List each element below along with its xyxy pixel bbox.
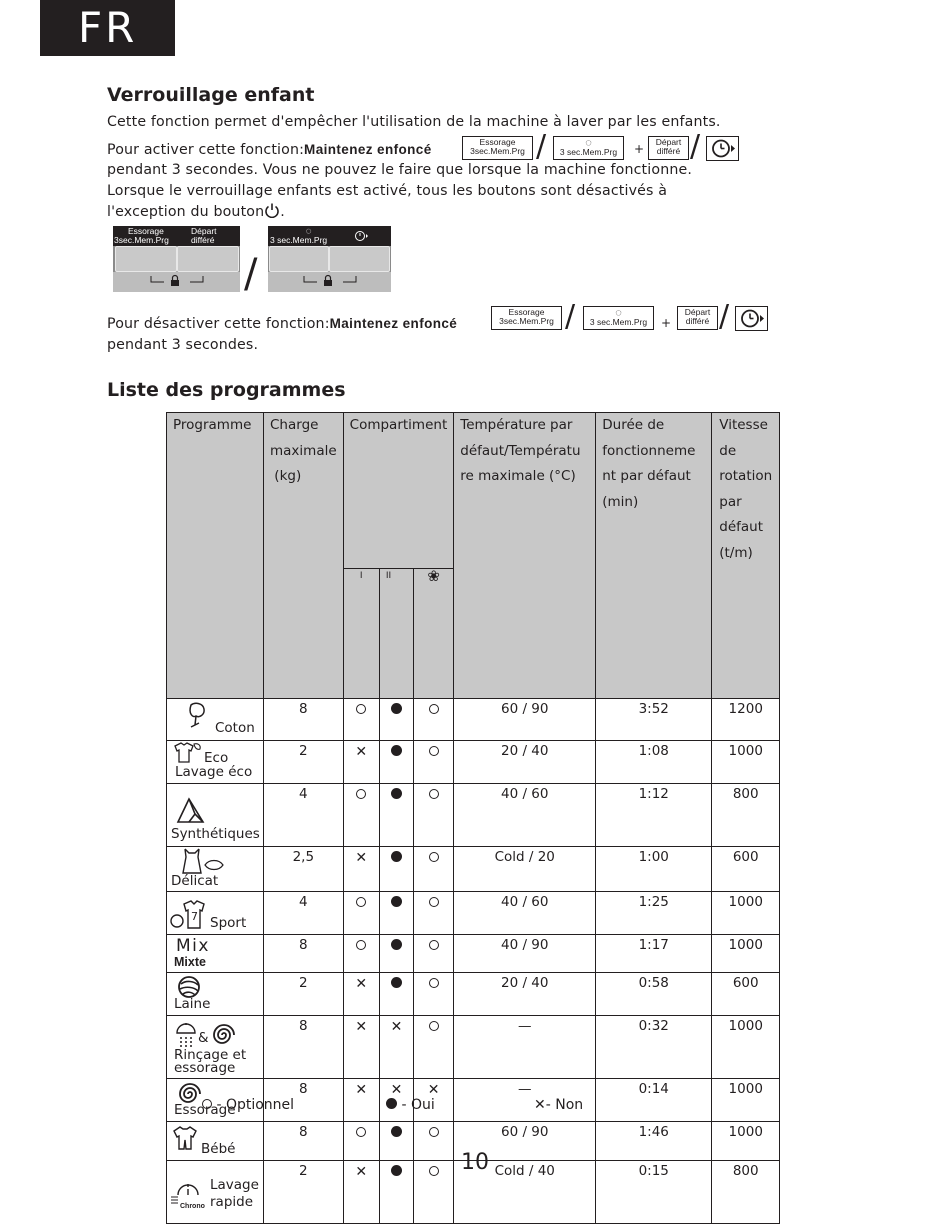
program-name-cell: Chrono Lavage rapide [167, 1161, 264, 1224]
plus-sign: + [634, 142, 645, 156]
activate-line-4: l'exception du bouton . [107, 204, 285, 220]
mix-icon-label: Mix [176, 936, 210, 956]
charge-cell: 4 [264, 892, 344, 935]
program-name-cell: Bébé [167, 1122, 264, 1161]
lock-icon [113, 272, 240, 292]
power-timer-key [706, 136, 739, 161]
yes-symbol [391, 851, 402, 862]
charge-cell: 8 [264, 1079, 344, 1122]
compartment-softener-cell [414, 699, 454, 741]
charge-cell: 8 [264, 699, 344, 741]
temperature-cell: — [454, 1016, 596, 1079]
compartment-i-cell [343, 847, 379, 892]
program-name-cell: Synthétiques [167, 784, 264, 847]
optional-symbol [429, 789, 439, 799]
spin-key: Essorage 3sec.Mem.Prg [491, 306, 562, 330]
optional-symbol [356, 789, 366, 799]
panel-a-delay-label: Départ différé [191, 226, 217, 245]
power-icon [264, 202, 280, 218]
yes-symbol [391, 788, 402, 799]
timer-icon [736, 307, 767, 330]
timer-icon [354, 230, 370, 242]
slash: / [719, 299, 730, 334]
compartment-ii-cell [379, 847, 413, 892]
delay-start-key: Départ différé [677, 306, 718, 330]
panel-a-lock-strip [113, 272, 240, 292]
compartment-ii-cell [379, 973, 413, 1016]
optional-symbol [429, 746, 439, 756]
header-compartiment: Compartiment [343, 413, 454, 569]
optional-symbol [356, 897, 366, 907]
speed-cell: 1000 [712, 1079, 780, 1122]
duration-cell: 1:12 [596, 784, 712, 847]
panel-b-timer-label [354, 230, 370, 244]
deactivate-line-2: pendant 3 secondes. [107, 337, 259, 353]
no-symbol: ✕ [355, 744, 368, 760]
program-name-cell: Délicat [167, 847, 264, 892]
compartment-ii-cell [379, 741, 413, 784]
svg-text:7: 7 [191, 910, 198, 923]
slash: / [565, 299, 576, 334]
optional-symbol [429, 1127, 439, 1137]
compartment-i-cell [343, 784, 379, 847]
table-row [167, 973, 780, 1016]
rinse-icon [173, 1022, 201, 1050]
panel-a-spin-label: Essorage 3sec.Mem.Prg [114, 226, 169, 245]
optional-symbol [429, 1021, 439, 1031]
duration-cell: 0:58 [596, 973, 712, 1016]
duration-cell: 0:14 [596, 1079, 712, 1122]
power-timer-key [735, 306, 768, 331]
yes-symbol [391, 745, 402, 756]
legend-optional: - Optionnel [202, 1097, 294, 1113]
panel-b-button-right [329, 246, 390, 272]
yes-symbol [391, 977, 402, 988]
table-row [167, 1016, 780, 1079]
speed-cell: 1000 [712, 935, 780, 973]
compartment-ii-cell [379, 892, 413, 935]
spiral-icon: ◌ [585, 137, 592, 149]
panel-b-button-left [269, 246, 329, 272]
spiral-icon: ◌ [615, 307, 622, 319]
no-symbol: ✕ [355, 1082, 368, 1098]
deactivate-line: Pour désactiver cette fonction:Maintenez enfoncé [107, 316, 458, 332]
speed-cell: 600 [712, 847, 780, 892]
optional-symbol [202, 1099, 212, 1109]
duration-cell: 1:46 [596, 1122, 712, 1161]
header-comp-i: I [343, 569, 379, 699]
synthetic-icon [173, 796, 207, 826]
program-name-cell: Essorage [167, 1079, 264, 1122]
no-symbol: ✕ [355, 1019, 368, 1035]
program-name-cell: Eco Lavage éco [167, 741, 264, 784]
duration-cell: 3:52 [596, 699, 712, 741]
compartment-ii-cell [379, 1016, 413, 1079]
slash: / [690, 129, 701, 164]
delay-start-key: Départ différé [648, 136, 689, 160]
charge-cell: 2 [264, 741, 344, 784]
control-panel-b [268, 226, 391, 292]
temperature-cell: 40 / 60 [454, 784, 596, 847]
no-symbol: ✕ [390, 1082, 403, 1098]
compartment-i-cell [343, 741, 379, 784]
compartment-i-cell [343, 892, 379, 935]
temperature-cell: Cold / 40 [454, 1161, 596, 1224]
speed-cell: 600 [712, 973, 780, 1016]
compartment-softener-cell [414, 892, 454, 935]
compartment-i-cell [343, 1016, 379, 1079]
cotton-icon [183, 701, 209, 729]
program-name-cell: Laine [167, 973, 264, 1016]
duration-cell: 0:15 [596, 1161, 712, 1224]
program-name-cell: & Rinçage et essorage [167, 1016, 264, 1079]
compartment-ii-cell [379, 935, 413, 973]
flower-icon: ❀ [427, 567, 440, 585]
control-panel-a [113, 226, 240, 292]
spin-key: Essorage 3sec.Mem.Prg [462, 136, 533, 160]
table-row [167, 847, 780, 892]
baby-icon [171, 1125, 199, 1151]
spiral-icon: ◌ [305, 226, 312, 237]
temperature-cell: 20 / 40 [454, 973, 596, 1016]
charge-cell: 4 [264, 784, 344, 847]
table-row [167, 741, 780, 784]
compartment-ii-cell [379, 699, 413, 741]
hold-label: Maintenez enfoncé [304, 142, 432, 157]
charge-cell: 8 [264, 935, 344, 973]
temperature-cell: 60 / 90 [454, 699, 596, 741]
compartment-softener-cell [414, 847, 454, 892]
program-key: ◌ 3 sec.Mem.Prg [553, 136, 624, 160]
optional-symbol [429, 704, 439, 714]
duration-cell: 1:08 [596, 741, 712, 784]
duration-cell: 1:17 [596, 935, 712, 973]
legend-yes: - Oui [386, 1097, 435, 1113]
panel-b-lock-strip [268, 272, 391, 292]
compartment-softener-cell [414, 1016, 454, 1079]
plus-sign: + [661, 316, 672, 330]
compartment-softener-cell [414, 935, 454, 973]
language-tab: FR [40, 0, 175, 56]
delicate-icon [175, 847, 227, 875]
programs-section-title: Liste des programmes [107, 379, 346, 401]
temperature-cell: — [454, 1079, 596, 1122]
activate-line-2: pendant 3 secondes. Vous ne pouvez le faire que lorsque la machine fonctionne. [107, 162, 693, 178]
activate-prefix: Pour activer cette fonction: [107, 142, 305, 158]
lock-intro: Cette fonction permet d'empêcher l'utilisation de la machine à laver par les enfants. [107, 114, 721, 130]
speed-cell: 1000 [712, 741, 780, 784]
panel-slash: / [244, 251, 258, 297]
panel-b-program-label: ◌ 3 sec.Mem.Prg [270, 226, 328, 245]
activate-line-3: Lorsque le verrouillage enfants est activé, tous les boutons sont désactivés à [107, 183, 668, 199]
compartment-i-cell [343, 973, 379, 1016]
optional-symbol [429, 897, 439, 907]
optional-symbol [429, 940, 439, 950]
temperature-cell: 20 / 40 [454, 741, 596, 784]
panel-a-button-left [115, 246, 177, 272]
program-name-cell: Mix Mixte [167, 935, 264, 973]
header-comp-softener [414, 569, 454, 699]
speed-cell: 800 [712, 1161, 780, 1224]
temperature-cell: 40 / 90 [454, 935, 596, 973]
yes-symbol [386, 1098, 397, 1109]
no-symbol: ✕ [355, 1164, 368, 1180]
no-symbol: ✕ [534, 1097, 546, 1113]
charge-cell: 8 [264, 1122, 344, 1161]
yes-symbol [391, 1126, 402, 1137]
header-programme: Programme [167, 413, 264, 699]
charge-cell: 8 [264, 1016, 344, 1079]
yes-symbol [391, 703, 402, 714]
compartment-i-cell [343, 935, 379, 973]
hold-label: Maintenez enfoncé [329, 316, 458, 331]
speed-cell: 1200 [712, 699, 780, 741]
sport-icon [170, 900, 210, 930]
charge-cell: 2,5 [264, 847, 344, 892]
optional-symbol [356, 940, 366, 950]
activate-line [107, 139, 432, 161]
duration-cell: 1:25 [596, 892, 712, 935]
optional-symbol [356, 704, 366, 714]
optional-symbol [429, 978, 439, 988]
no-symbol: ✕ [427, 1082, 440, 1098]
compartment-softener-cell [414, 784, 454, 847]
no-symbol: ✕ [390, 1019, 403, 1035]
speed-cell: 1000 [712, 892, 780, 935]
slash: / [536, 129, 547, 164]
lock-icon [268, 272, 391, 292]
duration-cell: 0:32 [596, 1016, 712, 1079]
page-number: 10 [461, 1150, 489, 1175]
timer-icon [707, 137, 738, 160]
optional-symbol [429, 852, 439, 862]
spin-icon [211, 1023, 237, 1047]
no-symbol: ✕ [355, 850, 368, 866]
table-row [167, 935, 780, 973]
speed-cell: 1000 [712, 1122, 780, 1161]
speed-cell: 800 [712, 784, 780, 847]
header-temperature: Température par défaut/Températu re maximale (°C) [454, 413, 596, 699]
temperature-cell: 60 / 90 [454, 1122, 596, 1161]
header-vitesse: Vitesse de rotation par défaut (t/m) [712, 413, 780, 699]
shirt-eco-icon [172, 742, 202, 764]
compartment-softener-cell [414, 741, 454, 784]
compartment-i-cell [343, 699, 379, 741]
yes-symbol [391, 939, 402, 950]
program-name-cell: Coton [167, 699, 264, 741]
header-charge: Charge maximale (kg) [264, 413, 344, 699]
yes-symbol [391, 896, 402, 907]
speed-cell: 1000 [712, 1016, 780, 1079]
optional-symbol [356, 1127, 366, 1137]
temperature-cell: Cold / 20 [454, 847, 596, 892]
table-row [167, 892, 780, 935]
no-symbol: ✕ [355, 976, 368, 992]
charge-cell: 2 [264, 1161, 344, 1224]
charge-cell: 2 [264, 973, 344, 1016]
lock-section-title: Verrouillage enfant [107, 84, 315, 106]
panel-a-button-right [177, 246, 239, 272]
table-row [167, 784, 780, 847]
header-comp-ii: II [379, 569, 413, 699]
compartment-ii-cell [379, 784, 413, 847]
legend-no: ✕- Non [534, 1097, 584, 1113]
program-key: ◌ 3 sec.Mem.Prg [583, 306, 654, 330]
duration-cell: 1:00 [596, 847, 712, 892]
compartment-softener-cell [414, 973, 454, 1016]
temperature-cell: 40 / 60 [454, 892, 596, 935]
program-name-cell: 7 Sport [167, 892, 264, 935]
header-duree: Durée de fonctionneme nt par défaut (min) [596, 413, 712, 699]
compartment-i-cell [343, 1079, 379, 1122]
table-row [167, 699, 780, 741]
